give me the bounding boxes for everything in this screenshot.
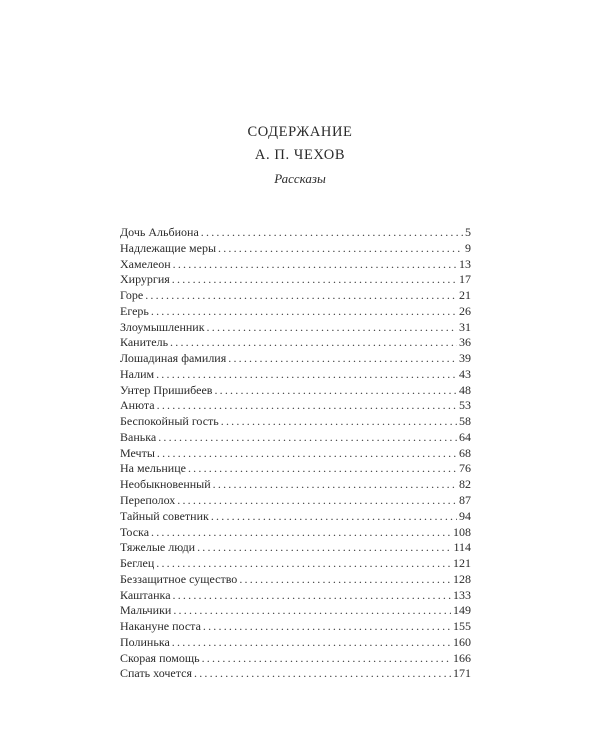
- toc-dot-leader: [228, 351, 457, 367]
- toc-entry: [120, 588, 471, 604]
- toc-entry-title: Злоумышленник: [120, 319, 205, 334]
- toc-entry-page: 58: [459, 414, 471, 429]
- toc-entry-title: Лошадиная фамилия: [120, 351, 227, 366]
- toc-entry-title: Беспокойный гость: [120, 414, 219, 429]
- author-name: А. П. ЧЕХОВ: [254, 147, 346, 163]
- toc-dot-leader: [188, 461, 457, 477]
- toc-entry-title: Егерь: [120, 303, 149, 318]
- toc-entry-page: 114: [453, 540, 471, 555]
- toc-dot-leader: [218, 241, 463, 257]
- toc-entry-page: 76: [459, 461, 471, 476]
- toc-entry: [120, 414, 471, 430]
- toc-entry: [120, 383, 471, 399]
- toc-entry-title: Хирургия: [120, 272, 170, 287]
- toc-entry-title: Надлежащие меры: [120, 240, 216, 255]
- toc-entry: [120, 572, 471, 588]
- toc-dot-leader: [173, 257, 457, 273]
- toc-entry: [120, 461, 471, 477]
- toc-entry-title: Беззащитное существо: [120, 571, 238, 586]
- toc-dot-leader: [221, 414, 457, 430]
- toc-entry-page: 48: [459, 382, 471, 397]
- toc-entry: [120, 540, 471, 556]
- toc-dot-leader: [172, 272, 457, 288]
- toc-dot-leader: [207, 320, 457, 336]
- toc-entry-page: 21: [459, 288, 471, 303]
- toc-entry-title: Тяжелые люди: [120, 540, 196, 555]
- toc-dot-leader: [157, 446, 457, 462]
- toc-entry-page: 171: [453, 666, 471, 681]
- toc-dot-leader: [156, 556, 451, 572]
- toc-entry-title: Анюта: [120, 398, 155, 413]
- toc-entry-title: Ванька: [120, 429, 157, 444]
- toc-entry-title: Тайный советник: [120, 508, 209, 523]
- contents-heading: СОДЕРЖАНИЕ: [247, 124, 353, 140]
- toc-dot-leader: [214, 383, 457, 399]
- toc-entry: [120, 367, 471, 383]
- toc-entry-page: 108: [453, 524, 471, 539]
- genre-subtitle: Рассказы: [274, 171, 326, 186]
- toc-entry: [120, 509, 471, 525]
- toc-entry-title: Спать хочется: [120, 666, 192, 681]
- toc-entry: [120, 288, 471, 304]
- toc-dot-leader: [145, 288, 457, 304]
- toc-entry: [120, 351, 471, 367]
- toc-dot-leader: [170, 335, 457, 351]
- toc-dot-leader: [151, 525, 451, 541]
- toc-entry-page: 17: [459, 272, 471, 287]
- toc-entry: [120, 335, 471, 351]
- toc-entry-title: Унтер Пришибеев: [120, 382, 213, 397]
- toc-entry-page: 31: [459, 319, 471, 334]
- toc-entry-page: 155: [453, 619, 471, 634]
- toc-dot-leader: [172, 635, 451, 651]
- toc-entry-page: 149: [453, 603, 471, 618]
- toc-dot-leader: [177, 493, 457, 509]
- toc-entry-page: 43: [459, 366, 471, 381]
- toc-dot-leader: [211, 509, 457, 525]
- toc-dot-leader: [151, 304, 457, 320]
- toc-entry: [120, 619, 471, 635]
- toc-entry-title: Тоска: [120, 524, 150, 539]
- toc-entry-page: 26: [459, 303, 471, 318]
- toc-entry-title: Мальчики: [120, 603, 172, 618]
- toc-entry-page: 121: [453, 556, 471, 571]
- toc-dot-leader: [203, 619, 451, 635]
- toc-entry-page: 39: [459, 351, 471, 366]
- toc-dot-leader: [158, 430, 457, 446]
- toc-entry-page: 5: [465, 225, 471, 239]
- toc-entry-page: 53: [459, 398, 471, 413]
- toc-entry-page: 9: [465, 240, 471, 255]
- toc-entry: [120, 666, 471, 682]
- toc-entry-title: Полинька: [120, 634, 170, 649]
- toc-entry-title: Канитель: [120, 335, 169, 350]
- toc-entry-title: Скорая помощь: [120, 650, 200, 665]
- toc-entry: [120, 603, 471, 619]
- toc-entry-page: 87: [459, 493, 471, 508]
- toc-entry: [120, 446, 471, 462]
- toc-dot-leader: [156, 367, 457, 383]
- toc-entry: [120, 651, 471, 667]
- toc-entry-page: 133: [453, 587, 471, 602]
- toc-entry-title: Переполох: [120, 493, 176, 508]
- toc-entry: [120, 225, 471, 241]
- toc-dot-leader: [157, 398, 457, 414]
- toc-dot-leader: [239, 572, 451, 588]
- toc-entry-title: Каштанка: [120, 587, 171, 602]
- toc-dot-leader: [173, 603, 451, 619]
- toc-entry-page: 82: [459, 477, 471, 492]
- toc-entry-page: 128: [453, 571, 471, 586]
- toc-dot-leader: [202, 651, 451, 667]
- toc-entry-title: Беглец: [120, 556, 155, 571]
- toc-entry: [120, 556, 471, 572]
- toc-entry-title: Горе: [120, 288, 144, 303]
- table-of-contents: [120, 225, 471, 682]
- toc-dot-leader: [201, 225, 463, 241]
- toc-entry: [120, 241, 471, 257]
- toc-entry-page: 64: [459, 429, 471, 444]
- toc-entry: [120, 635, 471, 651]
- toc-dot-leader: [173, 588, 451, 604]
- toc-entry-title: Хамелеон: [120, 256, 171, 271]
- toc-dot-leader: [197, 540, 451, 556]
- toc-entry: [120, 304, 471, 320]
- toc-entry: [120, 257, 471, 273]
- toc-entry-page: 166: [453, 650, 471, 665]
- toc-entry-title: Необыкновенный: [120, 477, 211, 492]
- toc-entry: [120, 272, 471, 288]
- toc-entry-page: 13: [459, 256, 471, 271]
- toc-entry-title: Накануне поста: [120, 619, 201, 634]
- toc-entry: [120, 430, 471, 446]
- toc-entry: [120, 320, 471, 336]
- toc-entry-page: 36: [459, 335, 471, 350]
- toc-entry-title: Дочь Альбиона: [120, 225, 199, 239]
- toc-dot-leader: [213, 477, 457, 493]
- toc-dot-leader: [194, 666, 451, 682]
- toc-entry-page: 160: [453, 634, 471, 649]
- toc-entry-title: На мельнице: [120, 461, 186, 476]
- toc-entry: [120, 398, 471, 414]
- toc-entry-title: Налим: [120, 366, 155, 381]
- toc-entry: [120, 477, 471, 493]
- toc-entry-page: 68: [459, 445, 471, 460]
- toc-entry: [120, 525, 471, 541]
- toc-entry-title: Мечты: [120, 445, 155, 460]
- toc-entry-page: 94: [459, 508, 471, 523]
- toc-entry: [120, 493, 471, 509]
